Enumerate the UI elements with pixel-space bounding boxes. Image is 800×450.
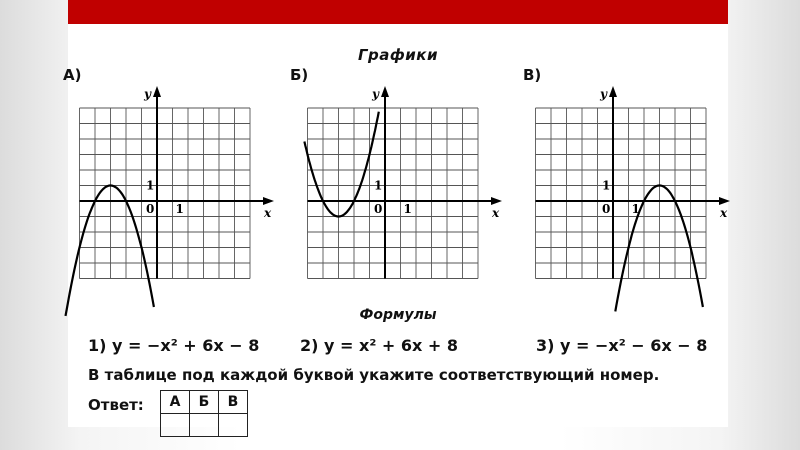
x-axis-label: x bbox=[720, 206, 728, 220]
graphs-title: Графики bbox=[357, 46, 438, 64]
answer-header-b: Б bbox=[190, 391, 219, 414]
graph-a bbox=[74, 84, 284, 299]
answer-header-c: В bbox=[219, 391, 248, 414]
origin-label: 0 bbox=[602, 202, 611, 216]
x-tick-label: 1 bbox=[175, 202, 184, 216]
y-tick-label: 1 bbox=[374, 178, 383, 193]
graph-a-label: А) bbox=[63, 66, 82, 84]
y-axis-label: y bbox=[144, 87, 151, 101]
x-axis-arrow bbox=[263, 197, 274, 205]
task-text: В таблице под каждой буквой укажите соответствующий номер. bbox=[88, 366, 660, 384]
graph-c-label: В) bbox=[523, 66, 542, 84]
y-tick-label: 1 bbox=[146, 178, 155, 193]
graph-b-label: Б) bbox=[290, 66, 309, 84]
answer-cell-b[interactable] bbox=[190, 414, 219, 437]
formula-3: 3) y = −x² − 6x − 8 bbox=[536, 336, 708, 355]
x-axis-arrow bbox=[719, 197, 730, 205]
graph-c bbox=[530, 84, 740, 299]
formulas-title: Формулы bbox=[359, 307, 437, 323]
formula-1: 1) y = −x² + 6x − 8 bbox=[88, 336, 260, 355]
answer-cell-a[interactable] bbox=[161, 414, 190, 437]
x-axis-label: x bbox=[492, 206, 500, 220]
graph-b bbox=[302, 84, 512, 299]
formula-2: 2) y = x² + 6x + 8 bbox=[300, 336, 458, 355]
x-tick-label: 1 bbox=[403, 202, 412, 216]
origin-label: 0 bbox=[146, 202, 155, 216]
y-axis-arrow bbox=[609, 86, 617, 97]
x-axis-arrow bbox=[491, 197, 502, 205]
answer-cell-c[interactable] bbox=[219, 414, 248, 437]
y-axis-label: y bbox=[600, 87, 607, 101]
answer-header-a: А bbox=[161, 391, 190, 414]
worksheet bbox=[63, 24, 728, 427]
answer-label: Ответ: bbox=[88, 396, 144, 414]
x-tick-label: 1 bbox=[631, 202, 640, 216]
y-tick-label: 1 bbox=[602, 178, 611, 193]
answer-table bbox=[160, 390, 248, 437]
y-axis-label: y bbox=[372, 87, 379, 101]
y-axis-arrow bbox=[153, 86, 161, 97]
origin-label: 0 bbox=[374, 202, 383, 216]
y-axis-arrow bbox=[381, 86, 389, 97]
x-axis-label: x bbox=[264, 206, 272, 220]
parabola-curve bbox=[66, 186, 154, 316]
header-bar bbox=[68, 0, 728, 24]
